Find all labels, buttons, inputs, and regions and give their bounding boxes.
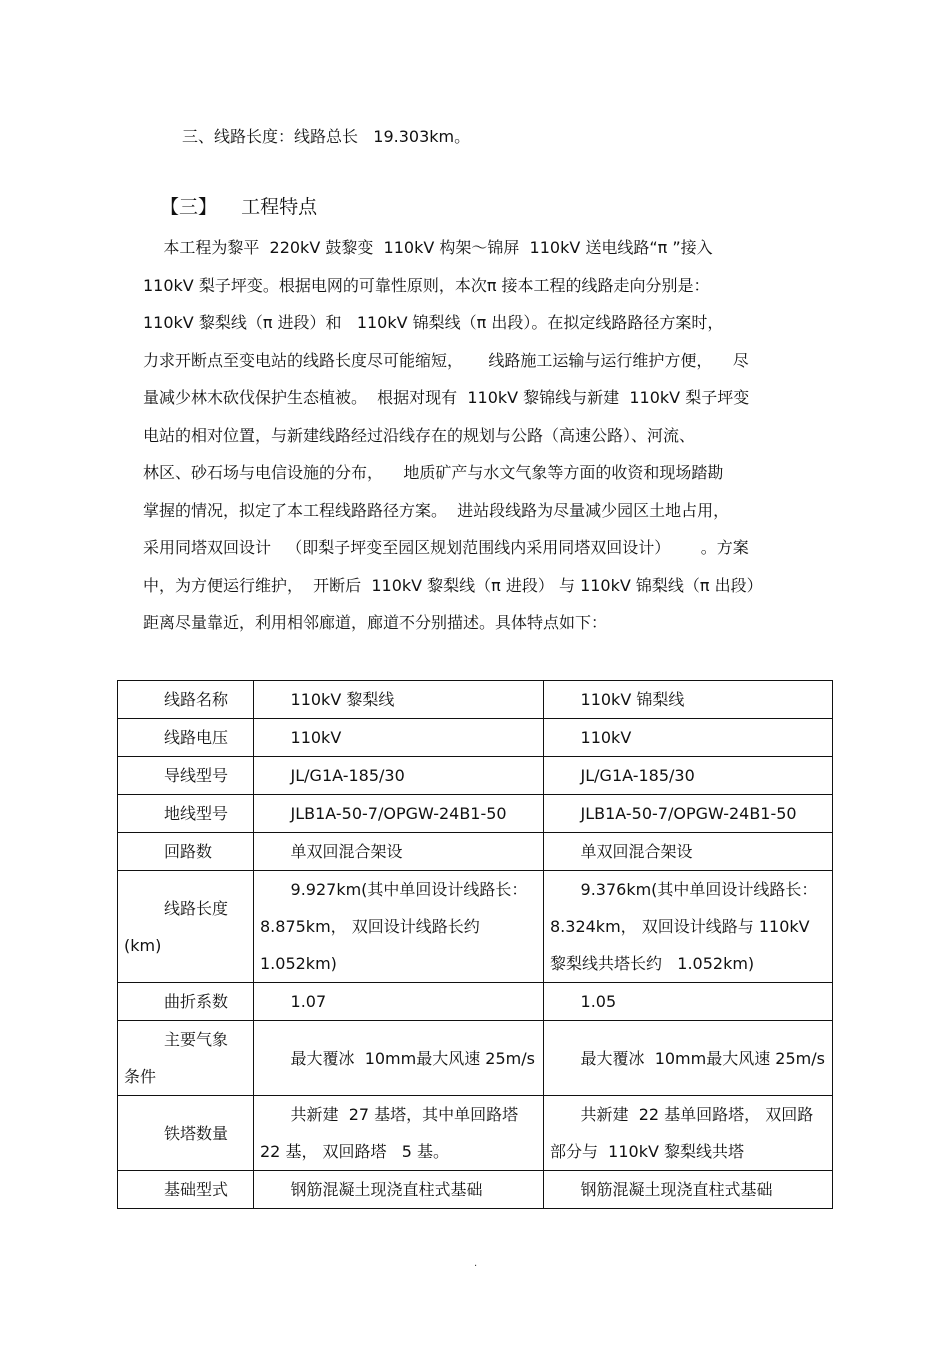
paragraph-line: 中，为方便运行维护， 开断后 110kV 黎梨线（π 进段） 与 110kV 锦梨线（π 出段）: [143, 575, 763, 595]
li-li-line-cell: 共新建 27 基塔，其中单回路塔 22 基， 双回路塔 5 基。: [254, 1096, 544, 1171]
table-row: [118, 1021, 833, 1096]
paragraph-line: 距离尽量靠近，利用相邻廊道，廊道不分别描述。具体特点如下：: [143, 613, 608, 632]
paragraph-line: 量减少林木砍伐保护生态植被。 根据对现有 110kV 黎锦线与新建 110kV 梨子坪变: [143, 388, 750, 407]
li-li-line-cell: 钢筋混凝土现浇直柱式基础: [254, 1171, 544, 1209]
paragraph-line: 110kV 黎梨线（π 进段）和 110kV 锦梨线（π 出段）。在拟定线路路径方案时，: [143, 313, 724, 332]
paragraph-line: 林区、砂石场与电信设施的分布， 地质矿产与水文气象等方面的收资和现场踏勘: [143, 463, 724, 482]
row-label: 铁塔数量: [118, 1096, 254, 1171]
row-label: 曲折系数: [118, 983, 254, 1021]
li-li-line-cell: 110kV: [254, 719, 544, 757]
li-li-line-cell: 单双回混合架设: [254, 833, 544, 871]
jin-li-line-cell: JLB1A-50-7/OPGW-24B1-50: [544, 795, 833, 833]
row-label: 导线型号: [118, 757, 254, 795]
table-row: [118, 719, 833, 757]
paragraph-line: 电站的相对位置，与新建线路经过沿线存在的规划与公路（高速公路）、河流、: [143, 425, 696, 445]
page-footer-mark: .: [474, 1258, 478, 1269]
line-spec-table: [117, 680, 833, 1209]
table-row: [118, 833, 833, 871]
project-description-paragraph: [143, 234, 823, 647]
jin-li-line-cell: 共新建 22 基单回路塔， 双回路部分与 110kV 黎梨线共塔: [544, 1096, 833, 1171]
row-label: 线路长度 (km): [118, 871, 254, 983]
table-row: [118, 795, 833, 833]
paragraph-line: 110kV 梨子坪变。根据电网的可靠性原则，本次π 接本工程的线路走向分别是：: [143, 275, 710, 295]
jin-li-line-cell: 钢筋混凝土现浇直柱式基础: [544, 1171, 833, 1209]
jin-li-line-cell: 1.05: [544, 983, 833, 1021]
li-li-line-cell: 1.07: [254, 983, 544, 1021]
jin-li-line-cell: 单双回混合架设: [544, 833, 833, 871]
li-li-line-cell: JLB1A-50-7/OPGW-24B1-50: [254, 795, 544, 833]
jin-li-line-cell: 9.376km(其中单回设计线路长： 8.324km， 双回设计线路与 110kV 黎梨线共塔长约 1.052km): [544, 871, 833, 983]
row-label: 地线型号: [118, 795, 254, 833]
table-row: [118, 1096, 833, 1171]
jin-li-line-cell: 110kV: [544, 719, 833, 757]
table-row: [118, 871, 833, 983]
row-label: 线路电压: [118, 719, 254, 757]
row-label: 回路数: [118, 833, 254, 871]
li-li-line-cell: JL/G1A-185/30: [254, 757, 544, 795]
table-row: [118, 757, 833, 795]
jin-li-line-cell: 110kV 锦梨线: [544, 681, 833, 719]
route-length-line: 三、线路长度：线路总长 19.303km。: [182, 127, 471, 146]
jin-li-line-cell: JL/G1A-185/30: [544, 757, 833, 795]
row-label: 主要气象 条件: [118, 1021, 254, 1096]
table-row: [118, 1171, 833, 1209]
jin-li-line-cell: 最大覆冰 10mm最大风速 25m/s: [544, 1021, 833, 1096]
paragraph-line: 本工程为黎平 220kV 鼓黎变 110kV 构架～锦屏 110kV 送电线路“π ”接入: [143, 238, 713, 257]
table-row: [118, 983, 833, 1021]
row-label: 基础型式: [118, 1171, 254, 1209]
paragraph-line: 采用同塔双回设计 （即梨子坪变至园区规划范围线内采用同塔双回设计） 。方案: [143, 538, 749, 557]
li-li-line-cell: 最大覆冰 10mm最大风速 25m/s: [254, 1021, 544, 1096]
paragraph-line: 力求开断点至变电站的线路长度尽可能缩短， 线路施工运输与运行维护方便， 尽: [143, 350, 749, 370]
section-heading: 【三】 工程特点: [160, 196, 318, 218]
li-li-line-cell: 9.927km(其中单回设计线路长： 8.875km， 双回设计线路长约 1.052km): [254, 871, 544, 983]
li-li-line-cell: 110kV 黎梨线: [254, 681, 544, 719]
row-label: 线路名称: [118, 681, 254, 719]
paragraph-line: 掌握的情况，拟定了本工程线路路径方案。 进站段线路为尽量减少园区土地占用，: [143, 500, 730, 520]
table-row: [118, 681, 833, 719]
